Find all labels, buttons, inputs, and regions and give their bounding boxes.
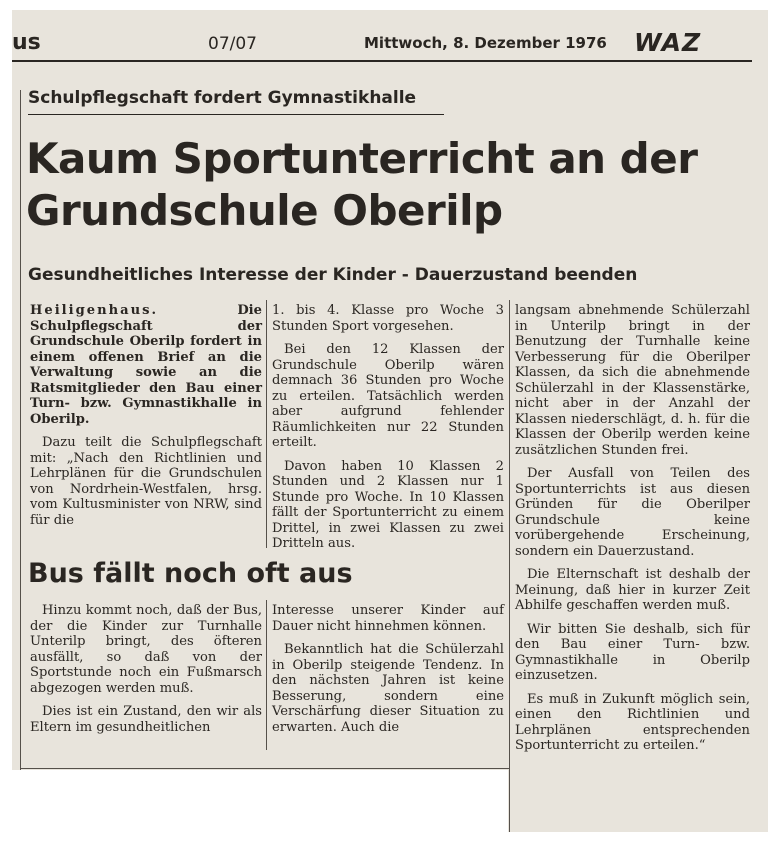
header-rule <box>12 60 752 62</box>
column-rule <box>266 300 267 548</box>
newspaper-header <box>12 28 768 62</box>
waz-logo: WAZ <box>634 28 702 57</box>
column-rule <box>266 600 267 750</box>
left-column-rule <box>20 90 21 770</box>
article-subheadline: Gesundheitliches Interesse der Kinder - Dauerzustand beenden <box>28 265 638 285</box>
logo-fragment: us <box>12 30 41 55</box>
page-number: 07/07 <box>208 34 257 54</box>
article-kicker: Schulpflegschaft fordert Gymnastikhalle <box>28 88 417 108</box>
paragraph: Interesse unserer Kinder auf Dauer nicht hinnehmen können. <box>272 603 504 634</box>
top-column-2 <box>272 303 504 560</box>
paragraph: 1. bis 4. Klasse pro Woche 3 Stunden Sport vorgesehen. <box>272 303 504 334</box>
top-column-1 <box>30 303 262 536</box>
article-headline: Kaum Sportunterricht an der Grundschule Oberilp <box>26 134 698 235</box>
paragraph: Dies ist ein Zustand, den wir als Eltern im gesundheitlichen <box>30 704 262 735</box>
paragraph: Bekanntlich hat die Schülerzahl in Oberilp steigende Tendenz. In den nächsten Jahren ist keine Besserung, sondern eine Verschärfung dieser Situation zu erwarten. Auch die <box>272 642 504 735</box>
right-column <box>515 303 750 762</box>
dateline: Heiligenhaus. <box>30 303 159 318</box>
paragraph: Dazu teilt die Schulpflegschaft mit: „Nach den Richtlinien und Lehrplänen für die Grundschulen von Nordrhein-Westfalen, hrsg. vom Kultusminister von NRW, sind für die <box>30 435 262 528</box>
paragraph: Die Elternschaft ist deshalb der Meinung, daß hier in kurzer Zeit Abhilfe geschaffen werden muß. <box>515 567 750 613</box>
paragraph: Wir bitten Sie deshalb, sich für den Bau einer Turn- bzw. Gymnastikhalle in Oberilp einzusetzen. <box>515 621 750 683</box>
paragraph: langsam abnehmende Schülerzahl in Unterilp bringt in der Benutzung der Turnhalle keine Verbesserung für die Oberilper Klassen, da sich die abnehmende Schülerzahl in der Klassenstärke, nicht aber in der Anzahl der Klassen niederschlägt, d. h. für die Klassen der Oberilp werden keine zusätzlichen Stunden frei. <box>515 303 750 458</box>
column-rule <box>509 300 510 832</box>
paragraph: Der Ausfall von Teilen des Sportunterrichts ist aus diesen Gründen für die Oberilper Grundschule keine vorübergehende Erscheinung, sondern ein Dauerzustand. <box>515 466 750 559</box>
kicker-underline <box>28 114 444 115</box>
bottom-column-2 <box>272 603 504 743</box>
section-heading: Bus fällt noch oft aus <box>28 558 353 589</box>
paragraph <box>30 303 262 427</box>
newspaper-clipping-tail <box>508 770 768 832</box>
paragraph: Davon haben 10 Klassen 2 Stunden und 2 Klassen nur 1 Stunde pro Woche. In 10 Klassen fällt der Sportunterricht zu einem Drittel, in zwei Klassen zu zwei Dritteln aus. <box>272 458 504 551</box>
issue-date: Mittwoch, 8. Dezember 1976 <box>364 34 607 52</box>
bottom-rule <box>20 768 509 769</box>
paragraph: Hinzu kommt noch, daß der Bus, der die Kinder zur Turnhalle Unterilp bringt, des öfteren ausfällt, so daß von der Sportstunde noch ein Fußmarsch abgezogen werden muß. <box>30 603 262 696</box>
lead-text: Die Schulpflegschaft der Grundschule Oberilp fordert in einem offenen Brief an die Verwaltung sowie an die Ratsmitglieder den Bau einer Turn- bzw. Gymnastikhalle in Oberilp. <box>30 303 262 427</box>
paragraph: Bei den 12 Klassen der Grundschule Oberilp wären demnach 36 Stunden pro Woche zu erteilen. Tatsächlich werden aber aufgrund fehlender Räumlichkeiten nur 22 Stunden erteilt. <box>272 342 504 450</box>
bottom-column-1 <box>30 603 262 743</box>
paragraph: Es muß in Zukunft möglich sein, einen den Richtlinien und Lehrplänen entsprechenden Sportunterricht zu erteilen.“ <box>515 691 750 753</box>
